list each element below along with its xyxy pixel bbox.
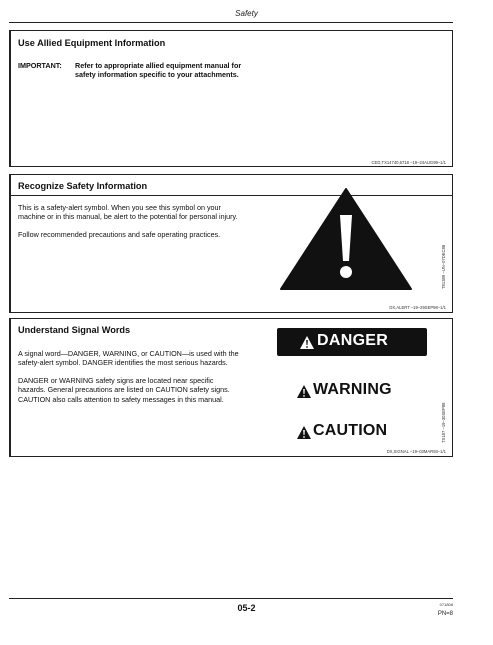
section-signal-words [9, 318, 453, 457]
section-reference: CED,TX14740,6718 –19–24AUG99–1/1 [371, 160, 446, 165]
image-code: TS187 –19–30SEP88 [441, 402, 446, 443]
page-number: 05-2 [237, 603, 256, 613]
footer-pn: PN=8 [437, 611, 453, 617]
important-text: Refer to appropriate allied equipment manual for safety information specific to your attachments. [75, 61, 242, 80]
paragraph: A signal word—DANGER, WARNING, or CAUTION—is used with the safety-alert symbol. DANGER identifies the most serious hazards. [18, 349, 239, 368]
warning-word: WARNING [313, 381, 392, 398]
section-reference: DX,SIGNAL –19–03MAR93–1/1 [386, 449, 446, 454]
footer-rule [9, 598, 453, 599]
paragraph: This is a safety-alert symbol. When you see this symbol on your machine or in this manual, be alert to the potential for personal injury. [18, 203, 238, 222]
section-allied-equipment [9, 30, 453, 167]
section-title: Understand Signal Words [18, 325, 131, 335]
safety-alert-icon [279, 187, 413, 291]
footer-code: 071808 [439, 602, 453, 607]
header-rule [9, 22, 453, 23]
warning-alert-icon [297, 385, 311, 398]
caution-word: CAUTION [313, 422, 388, 439]
paragraph: DANGER or WARNING safety signs are located near specific hazards. General precautions are listed on CAUTION safety signs. CAUTION also calls attention to safety messages in this manual. [18, 375, 230, 404]
section-title: Recognize Safety Information [18, 181, 148, 191]
danger-alert-icon [300, 336, 314, 349]
danger-word: DANGER [317, 332, 389, 349]
important-label: IMPORTANT: [18, 61, 62, 70]
paragraph: Follow recommended precautions and safe operating practices. [18, 229, 221, 239]
section-body [18, 349, 240, 412]
section-title: Use Allied Equipment Information [18, 38, 166, 48]
section-reference: DX,ALERT –19–29SEP98–1/1 [389, 305, 446, 310]
running-header: Safety [235, 9, 258, 18]
danger-signal-panel [277, 328, 427, 356]
section-body [18, 203, 240, 247]
caution-alert-icon [297, 426, 311, 439]
image-code: T81389 –UN–07DEC88 [441, 244, 446, 289]
section-recognize-safety [9, 174, 453, 313]
